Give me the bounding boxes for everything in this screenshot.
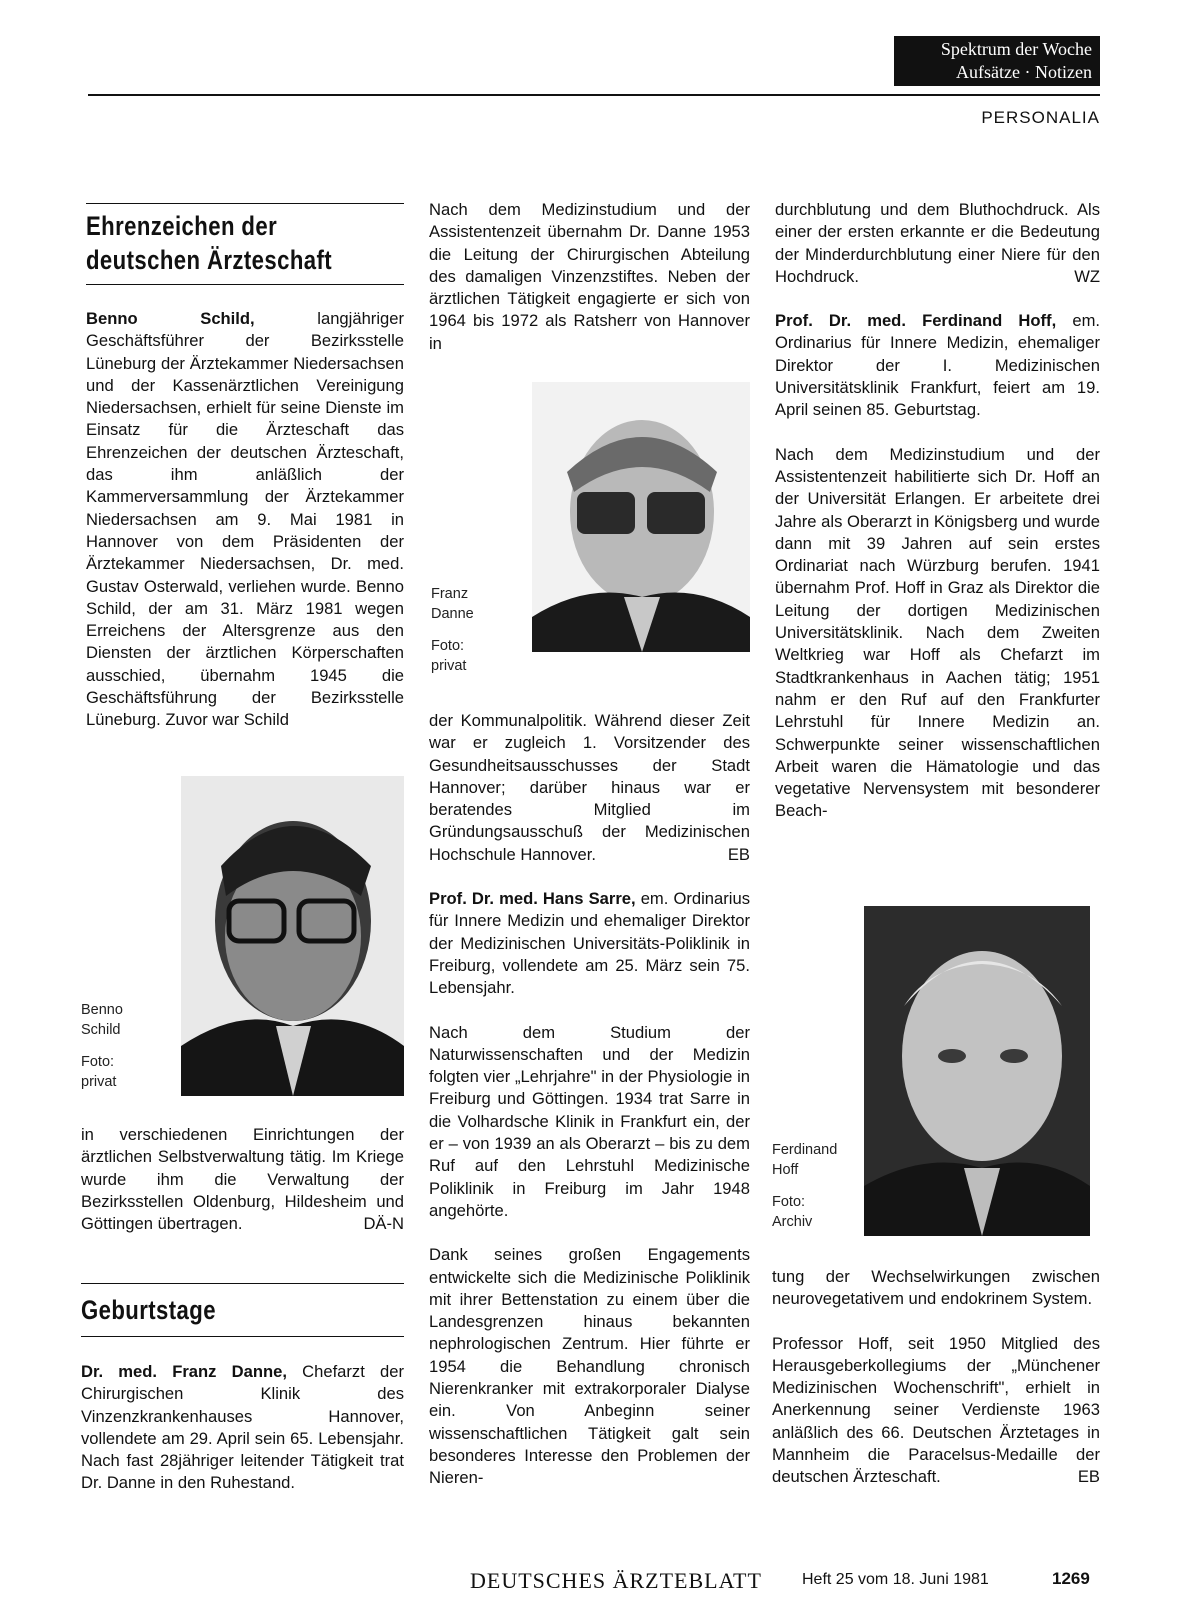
hoff-paragraph-2: Nach dem Medizinstudium und der Assistentenzeit habilitierte sich Dr. Hoff an der Universität Erlangen. Er arbeitete drei Jahre als Oberarzt in Königsberg und wurde dann mit 39 Jahren auf sein erstes Ordinariat nach Würzburg berufen. 1941 übernahm Prof. Hoff in Graz als Direktor die Leitung der dortigen Medizinischen Universitätsklinik. Nach dem Zweiten Weltkrieg war Hoff als Chefarzt im Stadtkrankenhaus in Aachen tätig; 1951 nahm er den Ruf auf den Frankfurter Lehrstuhl für Innere Medizin an. Schwerpunkte seiner wissenschaftlichen Arbeit waren die Hämatologie und das vegetative Nervensystem mit besonderer Beach- — [775, 444, 1100, 821]
sarre-paragraph-4: durchblutung und dem Bluthochdruck. Als einer der ersten erkannte er die Bedeutung der Minderdurchblutung einer Niere für den Hochdruck. WZ — [775, 199, 1100, 288]
sarre-paragraph-2: Nach dem Studium der Naturwissenschaften und der Medizin folgten vier „Lehrjahre" in der Physiologie in Freiburg und Göttingen. 1934 trat Sarre in die Volhardsche Klinik in Frankfurt ein, der er – von 1939 an als Oberarzt – bis zu dem Ruf auf den Lehrstuhl Medizinische Poliklinik in Freiburg im Jahr 1948 angehörte. — [429, 1022, 750, 1220]
schild-paragraph-continued: in verschiedenen Einrichtungen der ärztlichen Selbstverwaltung tätig. Im Kriege wurde ihm die Verwaltung der Bezirksstellen Oldenburg, Hildesheim und Göttingen übertragen. DÄ-N — [81, 1124, 404, 1235]
badge-line-1: Spektrum der Woche — [940, 39, 1092, 59]
caption-hoff: Ferdinand Hoff Foto: Archiv — [772, 1142, 838, 1230]
heading-rule-top — [81, 1283, 404, 1284]
issue-info: Heft 25 vom 18. Juni 1981 — [802, 1571, 989, 1588]
caption-danne: Franz Danne Foto: privat — [431, 586, 474, 674]
column-2-text-top — [429, 199, 750, 355]
heading-rule-bottom — [81, 1336, 404, 1337]
caption-schild: Benno Schild Foto: privat — [81, 1002, 123, 1090]
heading-rule-bottom — [86, 284, 404, 285]
column-3-text-bottom — [772, 1266, 1100, 1489]
person-name: Dr. med. Franz Danne, — [81, 1362, 287, 1381]
article-heading-geburtstage: Geburtstage — [81, 1295, 216, 1325]
column-1-text-bottom — [81, 1124, 404, 1235]
author-signature: EB — [727, 844, 750, 864]
header-rule — [88, 94, 1100, 96]
column-2-text-bottom — [429, 710, 750, 1490]
portrait-image — [532, 382, 750, 652]
portrait-photo-hoff — [864, 906, 1090, 1236]
portrait-photo-schild — [181, 776, 404, 1096]
page-number: 1269 — [1052, 1569, 1090, 1588]
hoff-paragraph-4: Professor Hoff, seit 1950 Mitglied des Herausgeberkollegiums der „Münchener Medizinischen Wochenschrift", erhielt in Anerkennung seiner Verdienste 1963 anläßlich des 66. Deutschen Ärztetages in Mannheim die Paracelsus-Medaille der deutschen Ärzteschaft. EB — [772, 1333, 1100, 1489]
column-1-danne — [81, 1361, 404, 1495]
person-name: Prof. Dr. med. Hans Sarre, — [429, 889, 636, 909]
article-heading-ehrenzeichen: Ehrenzeichen der deutschen Ärzteschaft — [86, 211, 333, 275]
danne-paragraph-3: der Kommunalpolitik. Während dieser Zeit war er zugleich 1. Vorsitzender des Gesundheitsausschusses der Stadt Hannover; darüber hinaus war er beratendes Mitglied im Gründungsausschuß der Medizinischen Hochschule Hannover. EB — [429, 710, 750, 866]
section-label: PERSONALIA — [981, 108, 1100, 127]
author-signature: WZ — [1074, 266, 1100, 286]
portrait-image — [864, 906, 1090, 1236]
heading-rule-top — [86, 203, 404, 204]
section-badge — [894, 36, 1100, 86]
column-3-text-top — [775, 199, 1100, 823]
danne-paragraph-2: Nach dem Medizinstudium und der Assistentenzeit übernahm Dr. Danne 1953 die Leitung der Chirurgischen Abteilung des damaligen Vinzenzstiftes. Neben der ärztlichen Tätigkeit engagierte er sich von 1964 bis 1972 als Ratsherr von Hannover in — [429, 200, 750, 353]
author-signature: EB — [1077, 1467, 1100, 1487]
portrait-photo-danne — [532, 382, 750, 652]
person-name: Prof. Dr. med. Ferdinand Hoff, — [775, 311, 1057, 331]
danne-paragraph: Dr. med. Franz Danne, Chefarzt der Chirurgischen Klinik des Vinzenzkrankenhauses Hannover, vollendete am 29. April sein 65. Lebensjahr. Nach fast 28jähriger leitender Tätigkeit trat Dr. Danne in den Ruhestand. — [81, 1362, 404, 1493]
hoff-paragraph-3: tung der Wechselwirkungen zwischen neurovegetativem und endokrinem System. — [772, 1267, 1100, 1309]
sarre-paragraph-3: Dank seines großen Engagements entwickelte sich die Medizinische Poliklinik mit ihrer Bettenstation zu einem über die Landesgrenzen hinaus bekannten nephrologischen Zentrum. Hier führte er 1954 die Behandlung chronisch Nierenkranker mit extrakorporaler Dialyse ein. Von Anbeginn seiner wissenschaftlichen Tätigkeit galt sein besonderes Interesse den Problemen der Nieren- — [429, 1245, 750, 1488]
column-1-text-top — [86, 308, 404, 732]
hoff-paragraph: Prof. Dr. med. Ferdinand Hoff, em. Ordinarius für Innere Medizin, ehemaliger Direktor der I. Medizinischen Universitätsklinik Frankfurt, feiert am 19. April seinen 85. Geburtstag. — [775, 311, 1101, 420]
author-signature: DÄ-N — [363, 1214, 404, 1234]
schild-paragraph: Benno Schild, langjähriger Geschäftsführer der Bezirksstelle Lüneburg der Ärztekammer Niedersachsen und der Kassenärztlichen Vereinigung Niedersachsen, erhielt für seine Dienste im Einsatz für die Ärzteschaft das Ehrenzeichen der deutschen Ärzteschaft, das ihm anläßlich der Kammerversammlung der Ärztekammer Niedersachsen am 9. Mai 1981 in Hannover von dem Präsidenten der Ärztekammer Niedersachsen, Dr. med. Gustav Osterwald, verliehen wurde. Benno Schild, der am 31. März 1981 wegen Erreichens der Altersgrenze aus den Diensten der ärztlichen Körperschaften ausschied, übernahm 1945 die Geschäftsführung der Bezirksstelle Lüneburg. Zuvor war Schild — [86, 309, 404, 730]
person-name: Benno Schild, — [86, 309, 255, 328]
sarre-paragraph: Prof. Dr. med. Hans Sarre, em. Ordinarius für Innere Medizin und ehemaliger Direktor der Medizinischen Universitäts-Poliklinik in Freiburg, vollendete am 25. März sein 75. Lebensjahr. — [429, 889, 750, 998]
journal-name: DEUTSCHES ÄRZTEBLATT — [470, 1568, 762, 1593]
portrait-image — [181, 776, 404, 1096]
badge-line-2: Aufsätze · Notizen — [956, 62, 1092, 82]
